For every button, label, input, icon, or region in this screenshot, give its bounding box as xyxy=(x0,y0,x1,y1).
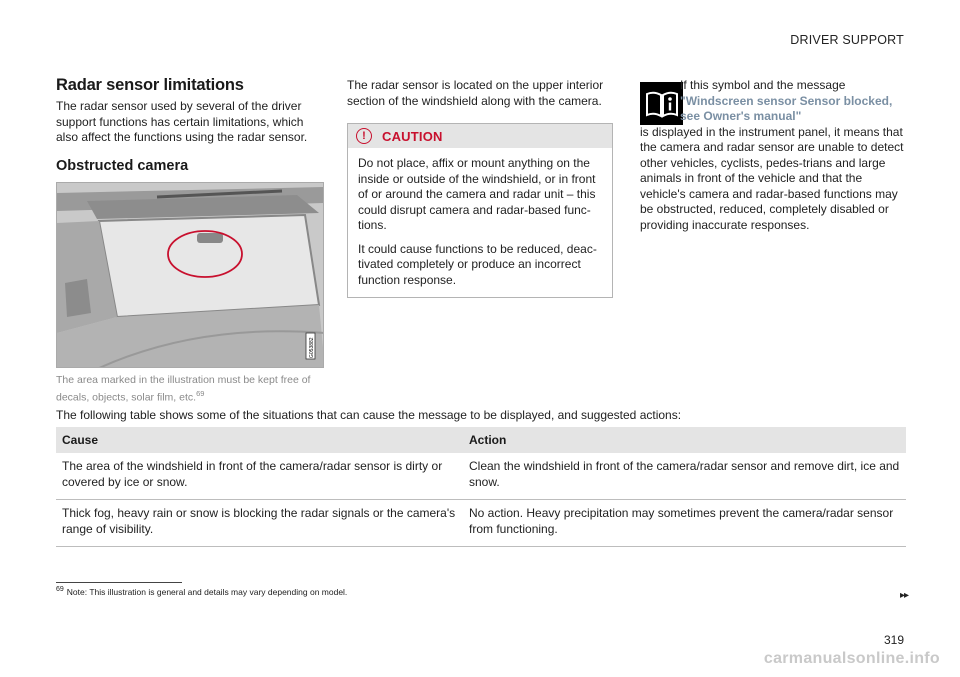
table-row xyxy=(56,453,906,500)
message-meaning: is displayed in the instrument panel, it means that the camera and radar sensor are unable to detect other vehicles, cyclists, pedes-trians and large animals in front of the vehicle and that the vehicle's camera and radar-based functions may be obstructed, reduced, completely disabled or providing inaccurate responses. xyxy=(640,124,904,232)
symbol-intro: If this symbol and the message xyxy=(680,78,846,92)
footnote-ref: 69 xyxy=(196,388,205,398)
table-intro: The following table shows some of the situations that can cause the message to be displayed, and suggested actions: xyxy=(56,408,682,422)
cause-cell: Thick fog, heavy rain or snow is blocking the radar signals or the camera's range of visibility. xyxy=(56,500,463,547)
cause-cell: The area of the windshield in front of the camera/radar sensor is dirty or covered by ice or snow. xyxy=(56,453,463,500)
figure-caption: The area marked in the illustration must be kept free of decals, objects, solar film, etc.$^{69}$ xyxy=(56,373,311,403)
next-page-arrow-icon[interactable]: ▸▸ xyxy=(899,590,908,601)
page-title: Radar sensor limitations xyxy=(56,76,244,94)
instrument-message: "Windscreen sensor Sensor blocked, see Owner's manual" xyxy=(680,93,893,123)
message-explanation xyxy=(640,78,908,233)
warning-icon: ! xyxy=(356,128,372,144)
radar-location-text: The radar sensor is located on the upper interior section of the windshield along with the camera. xyxy=(347,78,604,108)
windshield-drawing xyxy=(57,183,324,368)
caution-title: CAUTION xyxy=(382,128,443,144)
intro-paragraph: The radar sensor used by several of the driver support functions has certain limitations, which also affect the functions using the radar sensor. xyxy=(56,99,308,144)
footnote-number: 69 xyxy=(56,586,64,593)
watermark: carmanualsonline.info xyxy=(763,650,940,667)
caution-header xyxy=(348,124,612,148)
caution-box xyxy=(347,123,613,298)
figure-code: G053882 xyxy=(309,336,315,358)
header-cause: Cause xyxy=(56,427,463,453)
causes-table xyxy=(56,427,906,547)
column-left xyxy=(56,76,324,404)
caution-paragraph-2: It could cause functions to be reduced, deac-tivated completely or produce an incorrect function response. xyxy=(358,241,597,287)
footnote-text: Note: This illustration is general and details may vary depending on model. xyxy=(66,586,348,597)
caution-body xyxy=(348,148,612,297)
header-action: Action xyxy=(463,427,906,453)
footnote-divider xyxy=(56,582,182,583)
subsection-title: Obstructed camera xyxy=(56,157,189,174)
table-row xyxy=(56,500,906,547)
page-number: 319 xyxy=(883,633,904,647)
action-cell: Clean the windshield in front of the camera/radar sensor and remove dirt, ice and snow. xyxy=(463,453,906,500)
footnote xyxy=(56,586,347,597)
windshield-illustration xyxy=(56,182,324,368)
action-cell: No action. Heavy precipitation may sometimes prevent the camera/radar sensor from functioning. xyxy=(463,500,906,547)
column-middle xyxy=(347,78,613,298)
section-header: DRIVER SUPPORT xyxy=(790,33,904,47)
table-header-row xyxy=(56,427,906,453)
caution-paragraph-1: Do not place, affix or mount anything on the inside or outside of the windshield, or in front of or around the camera and radar unit – this could disrupt camera and radar-based func-tions. xyxy=(358,156,596,232)
